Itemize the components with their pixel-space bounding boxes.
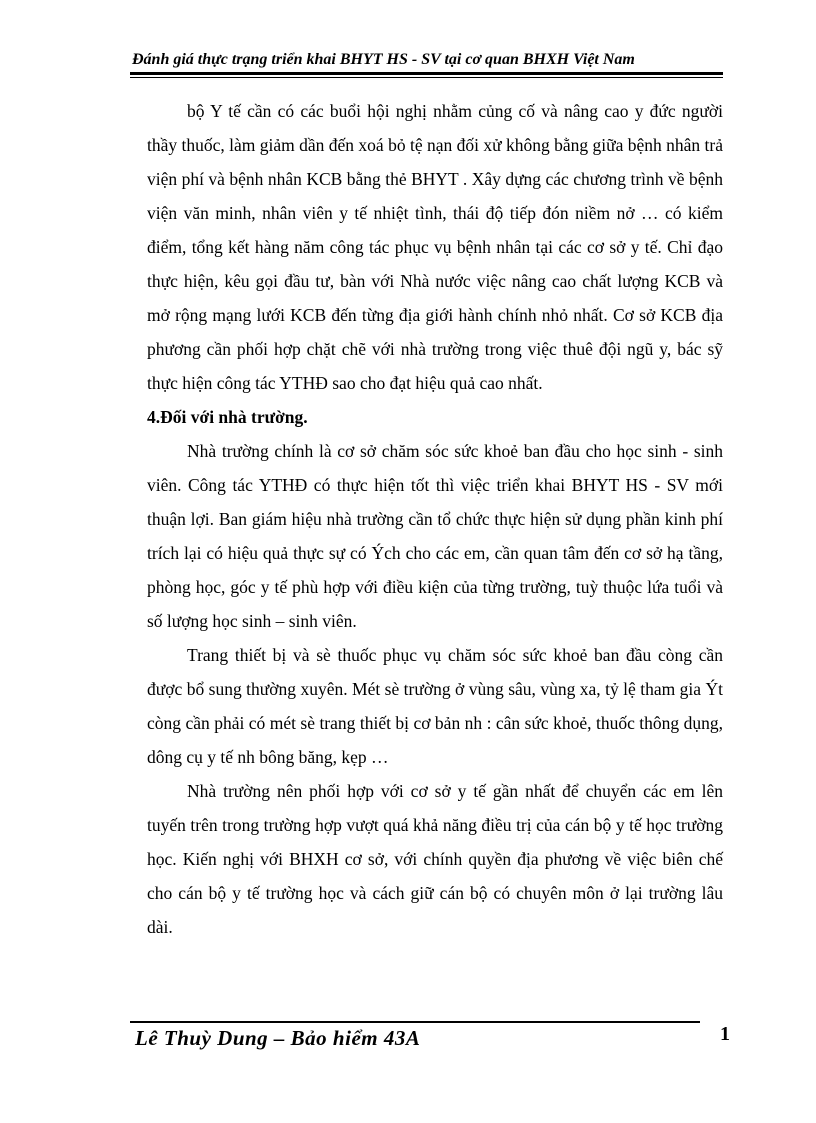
paragraph-1: bộ Y tế cần có các buổi hội nghị nhằm củng cố và nâng cao y đức người thầy thuốc, làm giảm dần đến xoá bỏ tệ nạn đối xử không bằng giữa bệnh nhân trả viện phí và bệnh nhân KCB bằng thẻ BHYT . Xây dựng các chương trình về bệnh viện văn minh, nhân viên y tế nhiệt tình, thái độ tiếp đón niềm nở … có kiểm điểm, tổng kết hàng năm công tác phục vụ bệnh nhân tại các cơ sở y tế. Chỉ đạo thực hiện, kêu gọi đầu tư, bàn với Nhà nước việc nâng cao chất lượng KCB và mở rộng mạng lưới KCB đến từng địa giới hành chính nhỏ nhất. Cơ sở KCB địa phương cần phối hợp chặt chẽ với nhà trường trong việc thuê đội ngũ y, bác sỹ thực hiện công tác YTHĐ sao cho đạt hiệu quả cao nhất. — [147, 101, 723, 393]
footer-rule — [130, 1021, 700, 1023]
header-rule-thick — [130, 72, 723, 75]
body-text — [147, 94, 723, 944]
paragraph-3: Trang thiết bị và sè thuốc phục vụ chăm sóc sức khoẻ ban đầu còng cần được bổ sung thường xuyên. Mét sè trường ở vùng sâu, vùng xa, tỷ lệ tham gia Ýt còng cần phải có mét sè trang thiết bị cơ bản nh : cân sức khoẻ, thuốc thông dụng, dông cụ y tế nh bông băng, kẹp … — [147, 645, 723, 767]
paragraph-2: Nhà trường chính là cơ sở chăm sóc sức khoẻ ban đầu cho học sinh - sinh viên. Công tác YTHĐ có thực hiện tốt thì việc triển khai BHYT HS - SV mới thuận lợi. Ban giám hiệu nhà trường cần tổ chức thực hiện sử dụng phần kinh phí trích lại có hiệu quả thực sự có Ých cho các em, cần quan tâm đến cơ sở hạ tầng, phòng học, góc y tế phù hợp với điều kiện của từng trường, tuỳ thuộc lứa tuổi và số lượng học sinh – sinh viên. — [147, 441, 723, 631]
page-number: 1 — [720, 1023, 730, 1045]
footer-author: Lê Thuỳ Dung – Bảo hiểm 43A — [135, 1026, 421, 1050]
header-rule-thin — [130, 77, 723, 78]
paragraph-4: Nhà trường nên phối hợp với cơ sở y tế gần nhất để chuyển các em lên tuyến trên trong trường hợp vượt quá khả năng điều trị của cán bộ y tế học trường học. Kiến nghị với BHXH cơ sở, với chính quyền địa phương về việc biên chế cho cán bộ y tế trường học và cách giữ cán bộ có chuyên môn ở lại trường lâu dài. — [147, 781, 723, 937]
section-heading: 4.Đối với nhà trường. — [147, 407, 308, 427]
running-header-title: Đánh giá thực trạng triển khai BHYT HS - SV tại cơ quan BHXH Việt Nam — [132, 51, 635, 68]
